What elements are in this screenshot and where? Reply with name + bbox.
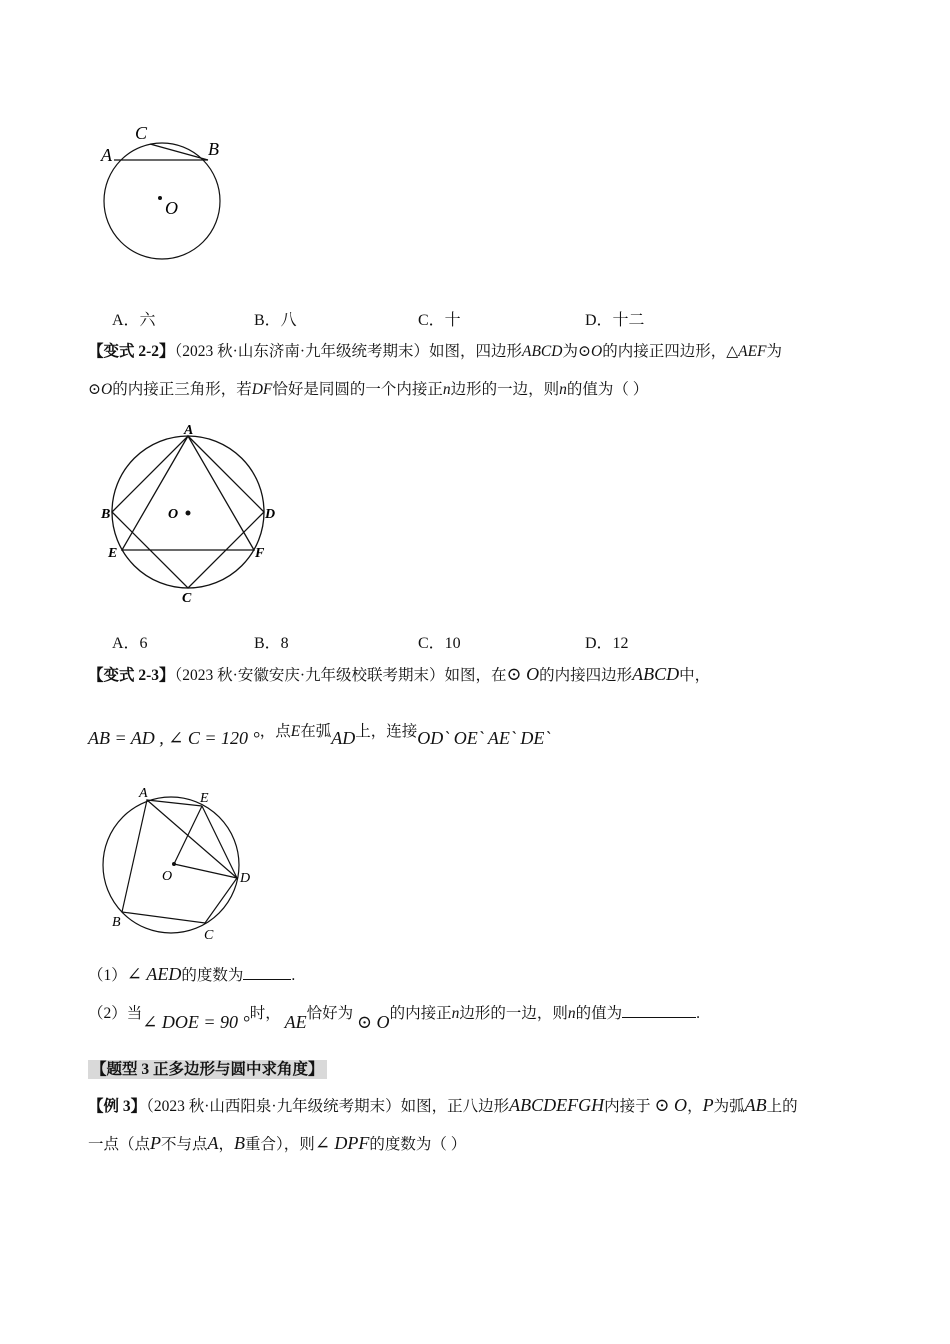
ex3-line2: 一点（点P不与点A，B重合），则∠ DPF的度数为（ ） bbox=[88, 1133, 467, 1153]
label-c: C bbox=[204, 928, 214, 943]
choice-b[interactable]: B．8 bbox=[254, 635, 289, 652]
choice-a[interactable]: A．六 bbox=[112, 312, 156, 329]
label-c: C bbox=[182, 591, 192, 605]
choice-c[interactable]: C．10 bbox=[418, 635, 461, 652]
figure-circle-abc bbox=[95, 118, 235, 263]
center-dot bbox=[158, 196, 162, 200]
choice-c[interactable]: C．十 bbox=[418, 312, 461, 329]
triangle-aef bbox=[122, 436, 254, 550]
answer-blank-1[interactable] bbox=[243, 965, 291, 980]
q22-line2: ⊙O的内接正三角形，若DF恰好是同圆的一个内接正n边形的一边，则n的值为（ ） bbox=[88, 381, 649, 398]
choice-b[interactable]: B．八 bbox=[254, 312, 297, 329]
label-e: E bbox=[108, 546, 118, 561]
label-c: C bbox=[135, 123, 148, 143]
section-3-title: 【题型 3 正多边形与圆中求角度】 bbox=[88, 1060, 327, 1079]
label-a: A bbox=[184, 423, 194, 438]
answer-blank-2[interactable] bbox=[622, 1003, 696, 1018]
choice-d[interactable]: D．12 bbox=[585, 635, 629, 652]
q23-part1: （1）∠ AED的度数为 . bbox=[88, 964, 296, 984]
choice-d[interactable]: D．十二 bbox=[585, 312, 645, 329]
center-dot bbox=[186, 511, 191, 516]
label-b: B bbox=[112, 915, 121, 930]
label-o: O bbox=[162, 869, 173, 884]
label-d: D bbox=[240, 871, 251, 886]
choice-a[interactable]: A．6 bbox=[112, 635, 148, 652]
section-3-heading bbox=[88, 1060, 327, 1080]
figure-square-triangle bbox=[100, 420, 285, 605]
label-a: A bbox=[139, 786, 148, 801]
seg-oe bbox=[174, 806, 202, 864]
ex3-tag: 【例 3】 bbox=[88, 1098, 147, 1115]
label-d: D bbox=[265, 507, 276, 522]
label-f: F bbox=[255, 546, 265, 561]
label-a: A bbox=[101, 145, 112, 165]
q22-tag: 【变式 2-2】 bbox=[88, 343, 175, 360]
q22-line1: 【变式 2-2】（2023 秋·山东济南·九年级统考期末）如图，四边形ABCD为⊙O的内接正四边形，△AEF为 bbox=[88, 343, 783, 360]
q23-tag: 【变式 2-3】 bbox=[88, 667, 175, 684]
q23-line1: 【变式 2-3】（2023 秋·安徽安庆·九年级校联考期末）如图，在⊙ O的内接四边形ABCD中， bbox=[88, 664, 711, 684]
figure-quadrilateral-abcd bbox=[100, 780, 260, 945]
q23-line2: AB = AD , ∠ C = 120 °，点E在弧AD上，连接OD` OE` AE` DE` bbox=[88, 723, 551, 748]
label-o: O bbox=[165, 198, 178, 218]
label-b: B bbox=[101, 507, 111, 522]
label-o: O bbox=[168, 507, 179, 522]
chord-cb bbox=[150, 144, 208, 160]
q23-part2: （2）当∠ DOE = 90 °时， AE恰好为 ⊙ O的内接正n边形的一边，则n的值为 . bbox=[88, 1005, 700, 1032]
seg-od bbox=[174, 864, 237, 878]
label-e: E bbox=[200, 791, 209, 806]
center-dot bbox=[172, 862, 176, 866]
ex3-line1: 【例 3】（2023 秋·山西阳泉·九年级统考期末）如图，正八边形ABCDEFGH内接于 ⊙ O，P为弧AB上的 bbox=[88, 1095, 798, 1115]
label-b: B bbox=[208, 139, 219, 159]
